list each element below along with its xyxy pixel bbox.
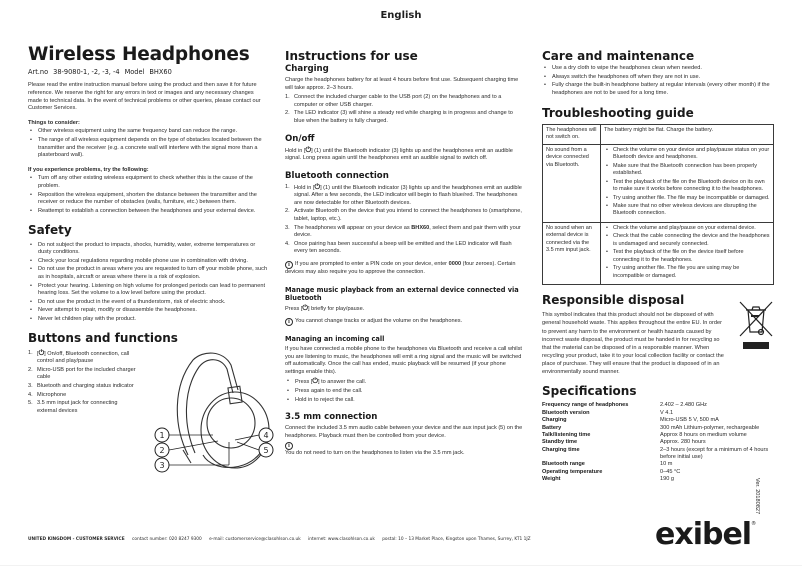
buttons-heading: Buttons and functions — [28, 331, 178, 346]
product-title: Wireless Headphones — [28, 44, 250, 65]
call-heading: Managing an incoming call — [285, 335, 385, 343]
table-row: Standby time Approx. 280 hours — [542, 439, 706, 446]
list-item: • Never let children play with the product. — [28, 316, 268, 324]
onoff-heading: On/off — [285, 133, 315, 144]
troubleshooting-table — [542, 124, 774, 285]
info-icon: i — [285, 442, 293, 450]
safety-section — [28, 224, 268, 323]
troubleshooting-section — [542, 107, 792, 286]
list-item: • Check the volume on your device and play/pause status on your Bluetooth device and headphones. — [604, 147, 770, 162]
footer-heading: UNITED KINGDOM - CUSTOMER SERVICE — [28, 537, 125, 542]
list-item: 2. The LED indicator (3) will shine a steady red while charging is in progress and change to blue when the battery is fully charged. — [285, 110, 513, 125]
list-item: • Do not use the product in areas where you are requested to turn off your mobile phone, such as in hospitals, aircraft or areas where there is a risk of explosion. — [28, 266, 268, 281]
list-item: 1. Hold in [⏻] (1) until the Bluetooth indicator (3) lights up and the headphones emit an audible signal. After a few seconds, the LED indicator will begin to flash blue/red. The headphones are now detectable for other Bluetooth devices. — [285, 183, 522, 206]
music-heading: Manage music playback from an external device connected via Bluetooth — [285, 285, 519, 303]
language-label: English — [380, 10, 422, 21]
list-item: • Check the volume and play/pause on your external device. — [604, 225, 770, 232]
footer — [28, 537, 537, 543]
table-row: The headphones will not switch on. The battery might be flat. Charge the battery. — [543, 124, 774, 144]
column-middle — [285, 44, 525, 460]
list-item: • Try using another file. The file may be incompatible or damaged. — [604, 195, 770, 202]
list-item: 1. Connect the included charger cable to the USB port (2) on the headphones and to a computer or other USB charger. — [285, 94, 502, 108]
bluetooth-section — [285, 172, 525, 277]
callout-3: 3 — [159, 460, 165, 470]
disposal-section — [542, 294, 792, 376]
table-row: Bluetooth range 10 m — [542, 461, 673, 468]
problems-heading: If you experience problems, try the following: — [28, 166, 149, 173]
list-item: • Do not use the product in the event of a thunderstorm, risk of electric shock. — [28, 299, 268, 307]
list-item: • Turn off any other existing wireless equipment to check whether this is the cause of the problem. — [28, 175, 268, 190]
list-item: • Test the playback of the file on the device itself before connecting it to the headphones. — [604, 249, 770, 264]
list-item: • Check that the cable connecting the device and the headphones is undamaged and securely connected. — [604, 233, 770, 248]
footer-email[interactable]: e-mail: customerservice@clasohlson.co.uk — [209, 537, 301, 542]
table-row: Charging time 2–3 hours (except for a minimum of 4 hours before initial use) — [542, 446, 769, 461]
footer-internet[interactable]: internet: www.clasohlson.co.uk — [308, 537, 375, 542]
list-item: • Reattempt to establish a connection between the headphones and your external device. — [28, 208, 268, 216]
call-text: If you have connected a mobile phone to the headphones via Bluetooth and receive a call whilst you are listening to music, the headphones will emit a ring signal and the music will be switched off automatically. Once the call has ended, music playback will be resumed (if your phone settings enable this). — [285, 345, 522, 375]
list-item: 4. Microphone — [28, 391, 67, 398]
list-item: • Make sure that the Bluetooth connection has been properly established. — [604, 163, 770, 178]
table-row: No sound when an external device is connected via the 3.5 mm input jack. • Check the volume and play/pause on your external device. • Check that the cable connecting the device and the headphones is undamaged and securely connected. • Test the playback of the file on the device itself before connecting it to the headphones. • Try using another file. The file you are using may be incompatible or damaged. — [543, 222, 774, 284]
safety-heading: Safety — [28, 223, 72, 238]
buttons-list — [28, 350, 138, 416]
table-row: Battery 300 mAh Lithium-polymer, rechargeable — [542, 424, 760, 431]
jack-text: Connect the included 3.5 mm audio cable between your device and the aux input jack (5) on the headphones. Playback must then be controlled from your device. — [285, 424, 523, 439]
onoff-text: Hold in [⏻] (1) until the Bluetooth indicator (3) lights up and the headphones emit an audible signal. Long press again until the headphones emit an audible signal to switch off. — [285, 146, 513, 162]
list-item: • Hold in to reject the call. — [285, 397, 525, 405]
things-to-consider-heading: Things to consider: — [28, 119, 80, 126]
pin-note: i If you are prompted to enter a PIN code on your device, enter 0000 (four zeroes). Certain devices may also require you to approve the connection. — [285, 260, 516, 275]
power-icon: ⏻ — [314, 183, 321, 191]
list-item: • Make sure that no other wireless devices are disrupting the Bluetooth connection. — [604, 203, 770, 218]
call-list — [285, 378, 525, 404]
list-item: • Do not subject the product to impacts, shocks, humidity, water, extreme temperatures or dusty conditions. — [28, 242, 268, 257]
callout-1: 1 — [159, 430, 165, 440]
footer-postal: postal: 10 – 13 Market Place, Kingston upon Thames, Surrey, KT1 1JZ — [382, 537, 531, 542]
things-to-consider-list — [28, 128, 268, 159]
music-note: i You cannot change tracks or adjust the volume on the headphones. — [285, 318, 525, 326]
list-item: 2. Activate Bluetooth on the device that you intend to connect the headphones to (smartphone, tablet, laptop, etc.). — [285, 208, 522, 222]
list-item: 3. The headphones will appear on your device as BHX60, select them and pair them with your device. — [285, 224, 521, 239]
disposal-text: This symbol indicates that this product should not be disposed of with general household waste. This applies throughout the entire EU. In order to prevent any harm to the environment or health hazards caused by incorrect waste disposal, the product must be handed in for recycling so that the material can be disposed of in a responsible manner. When recycling your product, take it to your local collection facility or contact the place of purchase. They will ensure that the product is disposed of in an environmentally sound manner. — [542, 312, 724, 376]
call-section — [285, 335, 525, 404]
charging-text: Charge the headphones battery for at least 4 hours before first use. Subsequent charging time will take approx. 2–3 hours. — [285, 77, 519, 91]
list-item: • Other wireless equipment using the same frequency band can reduce the range. — [28, 128, 268, 136]
list-item: • Always switch the headphones off when they are not in use. — [542, 74, 792, 82]
version-label: Ver. 20180827 — [754, 478, 760, 515]
list-item: • Press again to end the call. — [285, 388, 525, 396]
list-item: • Try using another file. The file you are using may be incompatible or damaged. — [604, 265, 770, 280]
intro-text: Please read the entire instruction manual before using the product and then save it for future reference. We reserve the right for any errors in text or images and any necessary changes made to technical data. In the event of technical problems or other queries, please contact our Customer Services. — [28, 82, 261, 112]
list-item: 1. [⏻] On/off, Bluetooth connection, call control and play/pause — [28, 349, 130, 365]
table-row: Operating temperature 0–45 °C — [542, 468, 681, 475]
weee-crossed-bin-icon — [737, 298, 775, 354]
list-item: • Never attempt to repair, modify or disassemble the headphones. — [28, 307, 268, 315]
list-item: • The range of all wireless equipment depends on the type of obstacles located between the transmitter and the receiver (e.g. a concrete wall will interfere with the signal more than a plasterboard wall). — [28, 137, 268, 160]
care-heading: Care and maintenance — [542, 49, 695, 63]
callout-2: 2 — [159, 445, 165, 455]
callout-5: 5 — [263, 445, 269, 455]
headphones-diagram — [143, 345, 283, 485]
power-icon: ⏻ — [302, 305, 308, 313]
buttons-section — [28, 332, 268, 489]
list-item: 4. Once pairing has been successful a beep will be emitted and the LED indicator will flash every ten seconds. — [285, 240, 512, 255]
info-icon: i — [285, 318, 293, 326]
artno-label: Art.no — [28, 67, 49, 76]
jack-section — [285, 413, 525, 458]
music-press: Press [⏻] briefly for play/pause. — [285, 305, 365, 313]
disposal-heading: Responsible disposal — [542, 293, 685, 308]
brand-logo: exibel ® — [655, 517, 756, 552]
callout-4: 4 — [263, 430, 269, 440]
table-row: Frequency range of headphones 2.402 – 2.480 GHz — [542, 402, 707, 409]
power-icon: ⏻ — [38, 349, 45, 357]
list-item: 5. 3.5 mm input jack for connecting external devices — [28, 400, 118, 414]
specifications-heading: Specifications — [542, 384, 637, 399]
list-item: • Press [⏻] to answer the call. — [285, 378, 525, 387]
onoff-section — [285, 135, 525, 163]
table-row: Charging Micro-USB 5 V, 500 mA — [542, 417, 719, 424]
model-value: BHX60 — [149, 67, 172, 76]
table-row: Bluetooth version V 4.1 — [542, 409, 674, 416]
column-left — [28, 44, 268, 490]
troubleshooting-heading: Troubleshooting guide — [542, 105, 694, 120]
list-item: • Use a dry cloth to wipe the headphones clean when needed. — [542, 65, 792, 73]
info-icon: i — [285, 261, 293, 269]
charging-heading: Charging — [285, 64, 329, 75]
column-right — [542, 44, 792, 484]
specifications-section — [542, 385, 792, 483]
safety-list — [28, 242, 268, 324]
instructions-heading: Instructions for use — [285, 49, 418, 63]
list-item: • Fully charge the built-in headphone battery at regular intervals (every other month) if the headphones are not to be used for a long time. — [542, 82, 792, 97]
footer-contact: contact number: 020 8247 9300 — [132, 537, 202, 542]
article-number — [28, 68, 268, 77]
table-row: No sound from a device connected via Bluetooth. • Check the volume on your device and play/pause status on your Bluetooth device and headphones. • Make sure that the Bluetooth connection has been properly established. • Test the playback of the file on the Bluetooth device on its own to make sure it works before connecting it to the headphones. • Try using another file. The file may be incompatible or damaged. • Make sure that no other wireless devices are disrupting the Bluetooth connection. — [543, 144, 774, 222]
list-item: • Test the playback of the file on the Bluetooth device on its own to make sure it works before connecting it to the headphones. — [604, 179, 770, 194]
list-item: • Reposition the wireless equipment, shorten the distance between the transmitter and the receiver or reduce the number of obstacles (walls, furniture, etc.) between them. — [28, 192, 268, 207]
list-item: 3. Bluetooth and charging status indicator — [28, 383, 134, 390]
jack-heading: 3.5 mm connection — [285, 412, 378, 423]
jack-note: You do not need to turn on the headphones to listen via the 3.5 mm jack. — [285, 450, 465, 457]
list-item: 2. Micro-USB port for the included charger cable — [28, 366, 136, 381]
list-item: • Check your local regulations regarding mobile phone use in combination with driving. — [28, 258, 268, 266]
model-label: Model — [124, 67, 145, 76]
table-row: Weight 190 g — [542, 476, 674, 483]
specifications-table — [542, 402, 770, 483]
care-list — [542, 65, 792, 97]
bluetooth-steps — [285, 184, 525, 256]
charging-steps — [285, 94, 525, 125]
divider — [0, 565, 802, 566]
music-section — [285, 286, 525, 327]
problems-list — [28, 175, 268, 215]
table-row: Talk/listening time Approx 8 hours on medium volume — [542, 431, 747, 438]
list-item: • Protect your hearing. Listening on high volume for prolonged periods can lead to permanent hearing loss. Set the volume to a low level before using the product. — [28, 283, 268, 298]
power-icon: ⏻ — [305, 146, 312, 154]
power-icon: ⏻ — [312, 378, 318, 386]
artno-value: 38-9080-1, -2, -3, -4 — [53, 67, 120, 76]
bluetooth-heading: Bluetooth connection — [285, 170, 389, 181]
